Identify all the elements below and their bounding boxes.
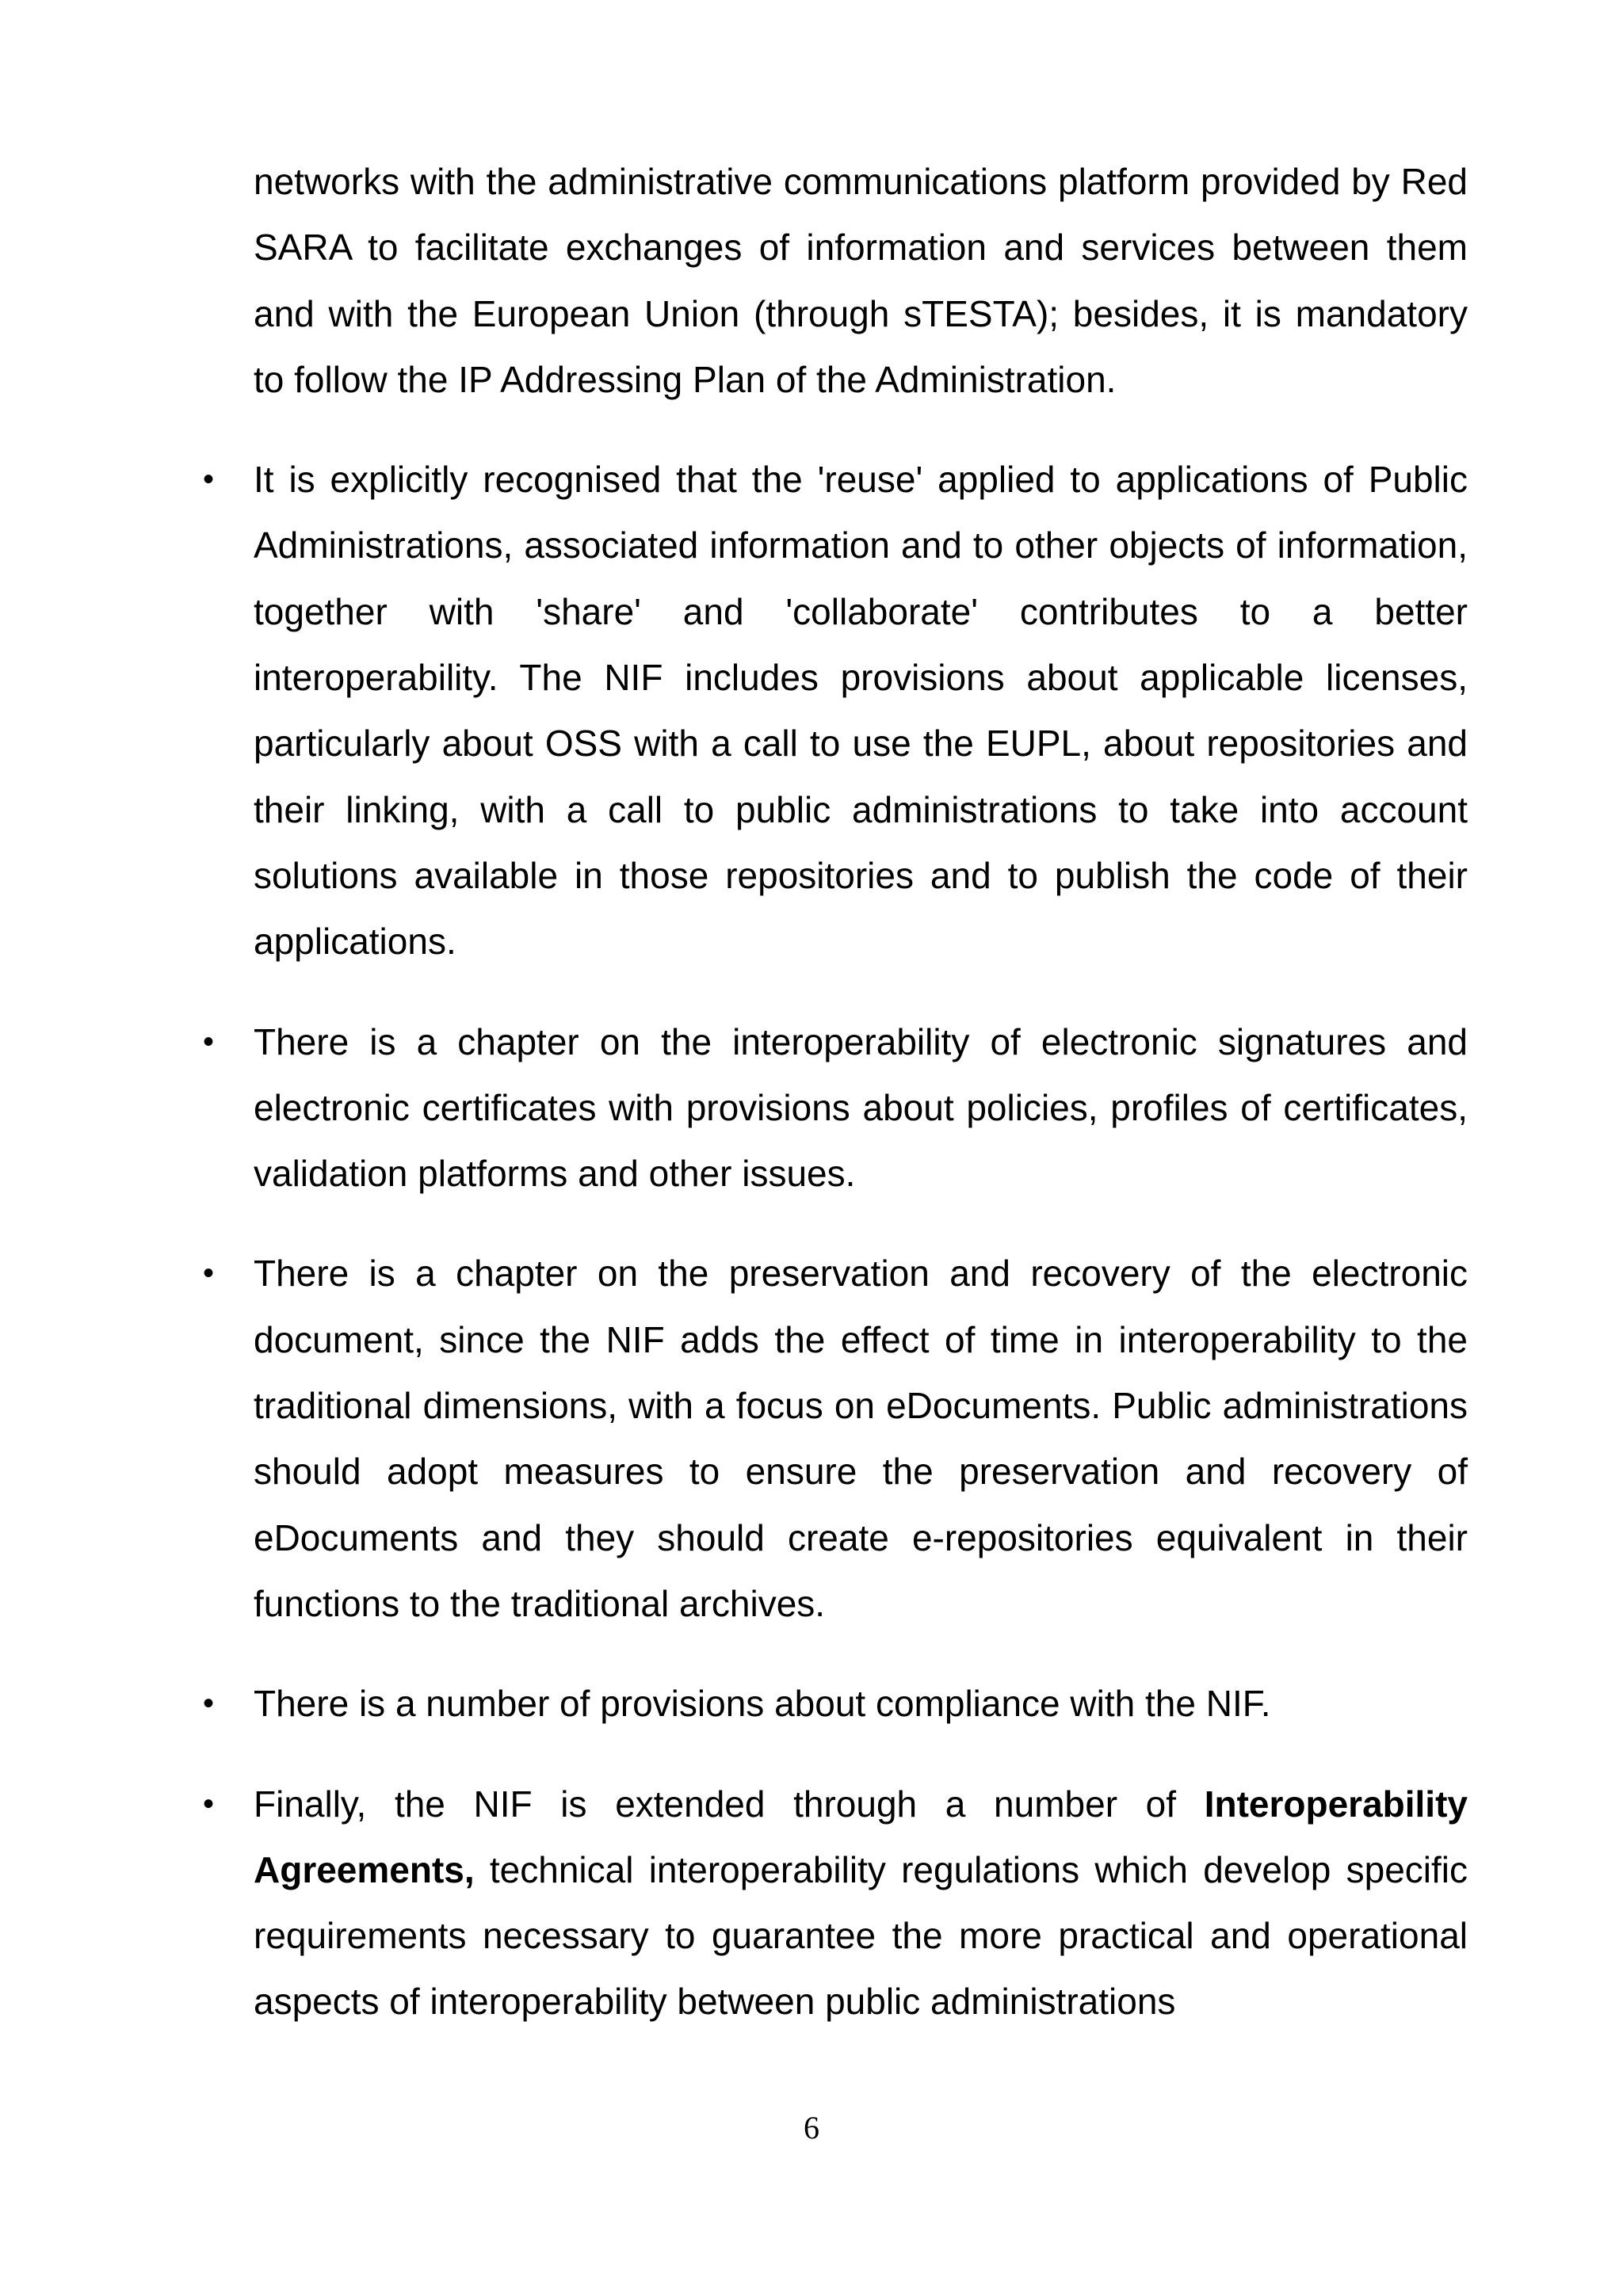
bullet-marker: • xyxy=(203,462,215,498)
bullet-item-preservation xyxy=(203,1241,1468,1637)
intro-paragraph: networks with the administrative communications platform provided by Red SARA to facilitate exchanges of information and services between them and with the European Union (through sTESTA); besides, it is mandatory to follow the IP Addressing Plan of the Administration. xyxy=(254,161,1468,400)
bullet-marker: • xyxy=(203,1256,215,1291)
bullet-text: It is explicitly recognised that the 'reuse' applied to applications of Public Administrations, associated information and to other objects of information, together with 'share' and 'collaborate' contributes to a better interoperability. The NIF includes provisions about applicable licenses, particularly about OSS with a call to use the EUPL, about repositories and their linking, with a call to public administrations to take into account solutions available in those repositories and to publish the code of their applications. xyxy=(254,459,1468,963)
bullet-text-end: technical interoperability regulations which develop specific requirements necessary to guarantee the more practical and operational aspects of interoperability between public administrations xyxy=(254,1848,1468,2023)
page-number: 6 xyxy=(804,2110,819,2145)
bullet-text: There is a chapter on the preservation and recovery of the electronic document, since the NIF adds the effect of time in interoperability to the traditional dimensions, with a focus on eDocuments. Public administrations should adopt measures to ensure the preservation and recovery of eDocuments and they should create e-repositories equivalent in their functions to the traditional archives. xyxy=(254,1253,1468,1624)
bullet-marker: • xyxy=(203,1786,215,1821)
bullet-item-compliance xyxy=(203,1671,1468,1737)
bullet-text: There is a number of provisions about compliance with the NIF. xyxy=(254,1683,1271,1725)
bullet-marker: • xyxy=(203,1024,215,1059)
bullet-item-agreements xyxy=(203,1772,1468,2035)
bullet-item-reuse xyxy=(203,447,1468,974)
bullet-marker: • xyxy=(203,1686,215,1722)
bullet-item-esignatures xyxy=(203,1009,1468,1207)
bullet-text: There is a chapter on the interoperability of electronic signatures and electronic certificates with provisions about policies, profiles of certificates, validation platforms and other issues. xyxy=(254,1020,1468,1195)
page-body xyxy=(203,149,1468,2035)
interoperability-agreements-term: Interoperability Agreements, xyxy=(254,1783,1468,1890)
bullet-text xyxy=(254,1772,1468,2035)
bullet-text-start: Finally, the NIF is extended through a number of xyxy=(254,1783,1205,1825)
